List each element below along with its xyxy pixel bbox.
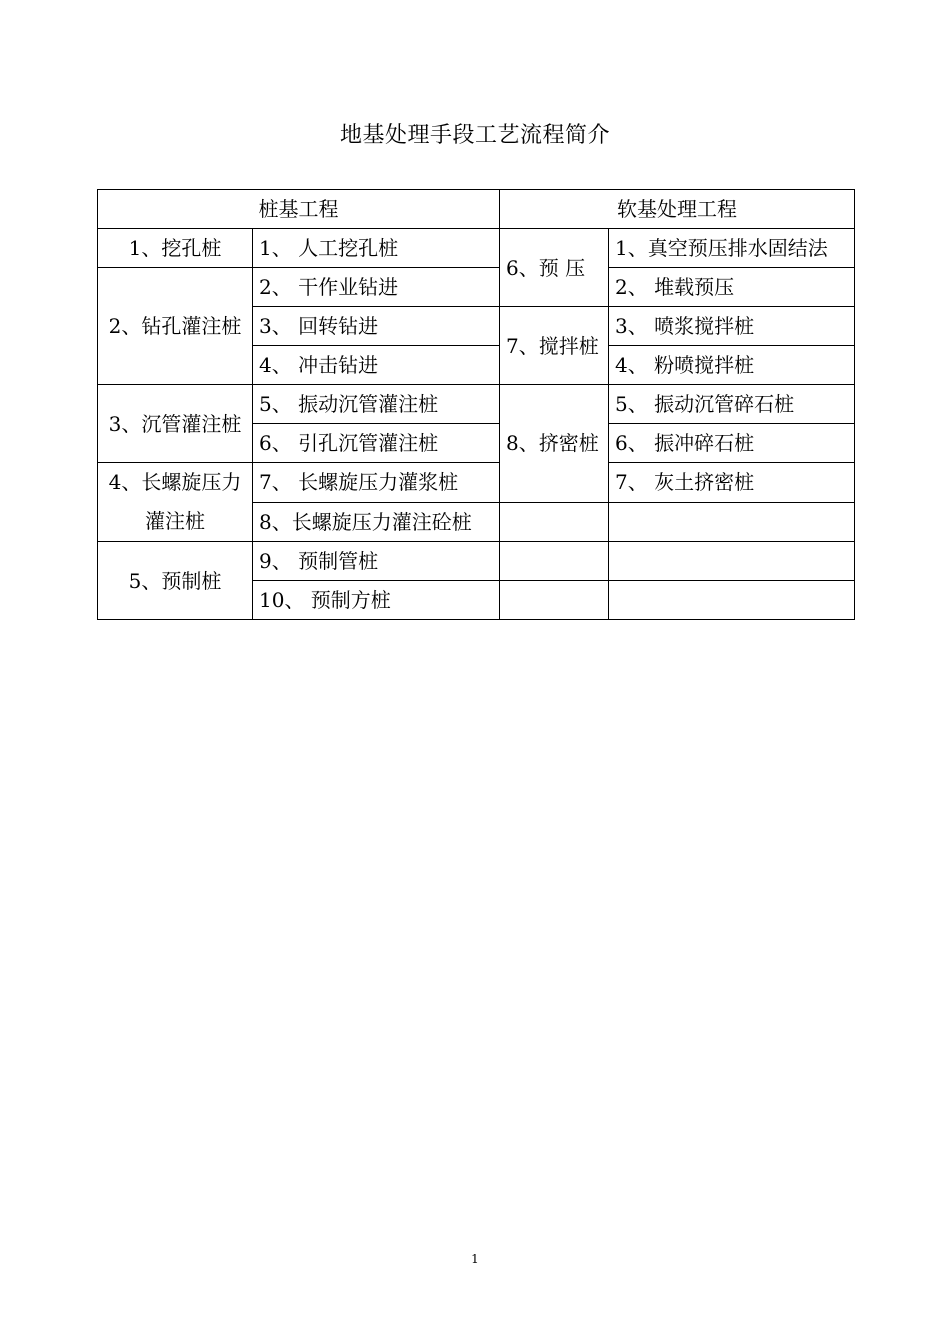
- soft-item-cell: 6、 振冲碎石桩: [609, 424, 855, 463]
- empty-cell: [500, 542, 609, 581]
- table-row: [98, 268, 855, 307]
- soft-item-cell: 1、真空预压排水固结法: [609, 229, 855, 268]
- pile-item-cell: 4、 冲击钻进: [253, 346, 500, 385]
- header-soft-foundation: 软基处理工程: [500, 190, 855, 229]
- pile-item-cell: 10、 预制方桩: [253, 581, 500, 620]
- table-row: [98, 229, 855, 268]
- soft-group-cell: 8、挤密桩: [500, 385, 609, 503]
- pile-group-cell: 5、预制桩: [98, 542, 253, 620]
- pile-item-cell: 5、 振动沉管灌注桩: [253, 385, 500, 424]
- pile-item-cell: 3、 回转钻进: [253, 307, 500, 346]
- pile-group-cell: 3、沉管灌注桩: [98, 385, 253, 463]
- soft-item-cell: 2、 堆载预压: [609, 268, 855, 307]
- empty-cell: [609, 502, 855, 542]
- pile-group-cell: 1、挖孔桩: [98, 229, 253, 268]
- table-row: [98, 385, 855, 424]
- pile-item-cell: 9、 预制管桩: [253, 542, 500, 581]
- table-row: [98, 542, 855, 581]
- soft-group-cell: 7、搅拌桩: [500, 307, 609, 385]
- pile-group-cell: 2、钻孔灌注桩: [98, 268, 253, 385]
- pile-item-cell: 8、长螺旋压力灌注砼桩: [253, 502, 500, 542]
- page-number: 1: [471, 1252, 479, 1266]
- foundation-treatment-table: [97, 189, 855, 620]
- empty-cell: [500, 502, 609, 542]
- pile-item-cell: 2、 干作业钻进: [253, 268, 500, 307]
- soft-item-cell: 3、 喷浆搅拌桩: [609, 307, 855, 346]
- empty-cell: [609, 581, 855, 620]
- pile-group-cell: 4、长螺旋压力灌注桩: [98, 463, 253, 542]
- soft-group-cell: 6、预 压: [500, 229, 609, 307]
- soft-item-cell: 5、 振动沉管碎石桩: [609, 385, 855, 424]
- empty-cell: [609, 542, 855, 581]
- pile-item-cell: 6、 引孔沉管灌注桩: [253, 424, 500, 463]
- pile-item-cell: 7、 长螺旋压力灌浆桩: [253, 463, 500, 503]
- header-pile-engineering: 桩基工程: [98, 190, 500, 229]
- empty-cell: [500, 581, 609, 620]
- table-row: [98, 463, 855, 503]
- page-title: 地基处理手段工艺流程简介: [339, 123, 610, 148]
- table-header-row: [98, 190, 855, 229]
- soft-item-cell: 4、 粉喷搅拌桩: [609, 346, 855, 385]
- soft-item-cell: 7、 灰土挤密桩: [609, 463, 855, 503]
- pile-item-cell: 1、 人工挖孔桩: [253, 229, 500, 268]
